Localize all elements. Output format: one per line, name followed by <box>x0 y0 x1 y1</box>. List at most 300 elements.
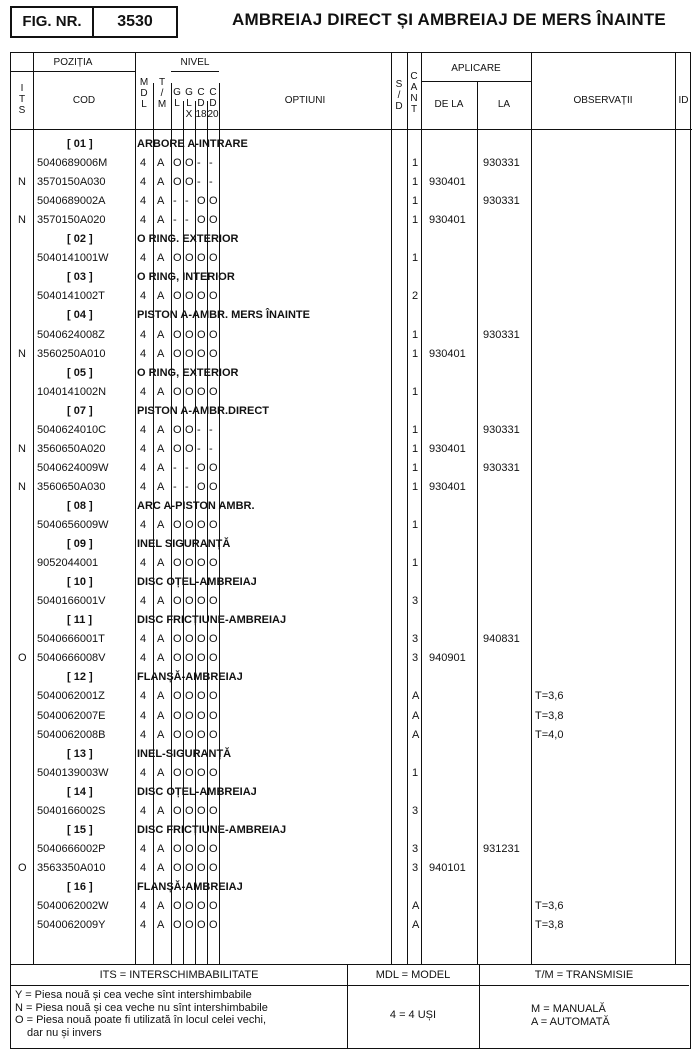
tm-cell: A <box>157 347 165 360</box>
mdl-cell: 4 <box>140 290 147 303</box>
mdl-cell: 4 <box>140 461 147 474</box>
cant-cell: 1 <box>412 480 419 493</box>
table-row <box>11 192 692 210</box>
legend-its-text <box>15 989 268 1039</box>
legend-line: A = AUTOMATĂ <box>531 1016 610 1028</box>
group-name: DISC FRICȚIUNE-AMBREIAJ <box>137 823 287 836</box>
cant-cell: A <box>412 728 420 741</box>
cod-cell: 3563350A010 <box>37 861 106 874</box>
parts-table <box>10 52 691 965</box>
tm-cell: A <box>157 252 165 265</box>
level-cell: O <box>197 728 206 741</box>
cant-cell: 1 <box>412 461 419 474</box>
legend-mdl-text: 4 = 4 UȘI <box>389 1009 437 1021</box>
group-row <box>11 497 692 515</box>
header-cd20: C D 20 <box>207 87 219 120</box>
figure-number-box <box>10 6 178 38</box>
cant-cell: 2 <box>412 290 419 303</box>
level-cell: O <box>209 766 218 779</box>
table-row <box>11 345 692 363</box>
tm-cell: A <box>157 480 165 493</box>
table-row <box>11 440 692 458</box>
tm-cell: A <box>157 919 165 932</box>
position-number: [ 05 ] <box>67 366 93 379</box>
tm-cell: A <box>157 385 165 398</box>
level-cell: - <box>209 176 213 189</box>
level-cell: O <box>197 842 206 855</box>
tm-cell: A <box>157 442 165 455</box>
cod-cell: 5040656009W <box>37 519 109 531</box>
table-row <box>11 687 692 705</box>
header-cant: C A N T <box>410 71 418 115</box>
table-row <box>11 630 692 648</box>
level-cell: O <box>185 423 194 436</box>
mdl-cell: 4 <box>140 766 147 779</box>
legend-line: O = Piesa nouă poate fi utilizată în locul celei vechi, <box>15 1014 267 1026</box>
mdl-cell: 4 <box>140 557 147 570</box>
level-cell: O <box>209 290 218 303</box>
level-cell: O <box>173 442 182 455</box>
level-cell: - <box>185 195 189 208</box>
cant-cell: 1 <box>412 214 419 227</box>
la-cell: 930331 <box>483 157 520 170</box>
level-cell: O <box>197 195 206 208</box>
cant-cell: 1 <box>412 557 419 570</box>
tm-cell: A <box>157 423 165 436</box>
table-row <box>11 916 692 934</box>
tm-cell: A <box>157 728 165 741</box>
level-cell: O <box>185 290 194 303</box>
cod-cell: 5040624010C <box>37 423 107 436</box>
mdl-cell: 4 <box>140 842 147 855</box>
table-row <box>11 287 692 305</box>
level-cell: - <box>185 480 189 493</box>
la-cell: 940831 <box>483 633 520 646</box>
group-name: ARC A-PISTON AMBR. <box>137 499 255 512</box>
figure-label: FIG. NR. <box>12 8 94 36</box>
cant-cell: 1 <box>412 385 419 398</box>
dela-cell: 930401 <box>429 347 466 360</box>
header-sd: S / D <box>395 79 403 112</box>
group-row <box>11 611 692 629</box>
dela-cell: 930401 <box>429 214 466 227</box>
level-cell: O <box>173 766 182 779</box>
table-row <box>11 707 692 725</box>
observatii-cell: T=3,6 <box>535 900 564 912</box>
level-cell: O <box>173 652 182 665</box>
header-mdl: M D L <box>139 77 149 110</box>
cod-cell: 5040666001T <box>37 633 105 646</box>
header-observatii: OBSERVAȚII <box>573 95 633 106</box>
level-cell: O <box>209 842 218 855</box>
legend-tm-text <box>531 1003 610 1029</box>
dela-cell: 940901 <box>429 652 466 665</box>
header-its: I T S <box>18 83 26 116</box>
table-row <box>11 211 692 229</box>
level-cell: O <box>197 804 206 817</box>
mdl-cell: 4 <box>140 480 147 493</box>
header-cod: COD <box>72 95 96 106</box>
its-cell: N <box>18 347 26 360</box>
group-name: DISC OȚEL-AMBREIAJ <box>137 576 257 589</box>
level-cell: O <box>173 157 182 170</box>
cant-cell: 1 <box>412 176 419 189</box>
table-row <box>11 802 692 820</box>
header-nivel: NIVEL <box>180 57 210 68</box>
level-cell: O <box>209 804 218 817</box>
level-cell: - <box>173 214 177 227</box>
level-cell: - <box>209 423 213 436</box>
level-cell: O <box>197 595 206 608</box>
level-cell: O <box>185 919 194 932</box>
level-cell: - <box>209 157 213 170</box>
cod-cell: 1040141002N <box>37 385 107 398</box>
level-cell: O <box>173 423 182 436</box>
level-cell: O <box>173 385 182 398</box>
level-cell: O <box>209 480 218 493</box>
level-cell: O <box>173 252 182 265</box>
level-cell: O <box>185 442 194 455</box>
mdl-cell: 4 <box>140 252 147 265</box>
header-la: LA <box>497 99 511 110</box>
group-name: PISTON A-AMBR. MERS ÎNAINTE <box>137 309 310 322</box>
position-number: [ 14 ] <box>67 785 93 798</box>
level-cell: O <box>173 690 182 703</box>
header-id: ID <box>678 95 689 106</box>
level-cell: O <box>197 328 206 341</box>
level-cell: - <box>173 480 177 493</box>
position-number: [ 10 ] <box>67 576 93 589</box>
table-row <box>11 383 692 401</box>
mdl-cell: 4 <box>140 652 147 665</box>
level-cell: O <box>185 861 194 874</box>
cod-cell: 3570150A030 <box>37 176 106 189</box>
tm-cell: A <box>157 652 165 665</box>
mdl-cell: 4 <box>140 709 147 722</box>
cant-cell: 1 <box>412 252 419 265</box>
position-number: [ 01 ] <box>67 138 93 150</box>
group-name: O RING, INTERIOR <box>137 271 235 284</box>
header-gl: G L <box>173 87 181 109</box>
mdl-cell: 4 <box>140 861 147 874</box>
group-row <box>11 306 692 324</box>
cant-cell: 1 <box>412 195 419 208</box>
header-line <box>11 71 135 72</box>
tm-cell: A <box>157 842 165 855</box>
header-aplicare: APLICARE <box>451 63 501 74</box>
tm-cell: A <box>157 328 165 341</box>
header-line <box>171 71 219 72</box>
level-cell: O <box>185 328 194 341</box>
cod-cell: 5040062002W <box>37 900 109 912</box>
level-cell: O <box>197 480 206 493</box>
level-cell: O <box>173 919 182 932</box>
table-row <box>11 154 692 172</box>
legend <box>10 965 691 1049</box>
table-row <box>11 478 692 496</box>
mdl-cell: 4 <box>140 595 147 608</box>
its-cell: N <box>18 442 26 455</box>
cod-cell: 5040624009W <box>37 461 109 474</box>
group-name: DISC FRICȚIUNE-AMBREIAJ <box>137 614 287 627</box>
mdl-cell: 4 <box>140 423 147 436</box>
mdl-cell: 4 <box>140 214 147 227</box>
cod-cell: 5040062009Y <box>37 919 106 932</box>
level-cell: O <box>185 804 194 817</box>
tm-cell: A <box>157 214 165 227</box>
level-cell: O <box>185 347 194 360</box>
table-row <box>11 726 692 744</box>
level-cell: O <box>185 519 194 531</box>
mdl-cell: 4 <box>140 728 147 741</box>
level-cell: O <box>197 519 206 531</box>
level-cell: O <box>185 900 194 912</box>
dela-cell: 930401 <box>429 442 466 455</box>
tm-cell: A <box>157 861 165 874</box>
level-cell: O <box>173 347 182 360</box>
table-row <box>11 173 692 191</box>
group-name: ARBORE A-INTRARE <box>137 138 248 150</box>
cant-cell: A <box>412 900 420 912</box>
observatii-cell: T=3,6 <box>535 690 564 703</box>
cod-cell: 5040666002P <box>37 842 106 855</box>
level-cell: O <box>197 347 206 360</box>
legend-mdl-title: MDL = MODEL <box>347 965 480 986</box>
la-cell: 930331 <box>483 461 520 474</box>
level-cell: O <box>209 652 218 665</box>
cant-cell: 3 <box>412 861 419 874</box>
level-cell: O <box>185 176 194 189</box>
level-cell: O <box>173 861 182 874</box>
group-row <box>11 135 692 153</box>
level-cell: O <box>185 690 194 703</box>
group-row <box>11 535 692 553</box>
level-cell: - <box>197 442 201 455</box>
level-cell: O <box>197 766 206 779</box>
cant-cell: 1 <box>412 157 419 170</box>
level-cell: O <box>209 519 218 531</box>
table-row <box>11 459 692 477</box>
header-line <box>421 81 531 82</box>
level-cell: O <box>197 214 206 227</box>
cant-cell: 3 <box>412 804 419 817</box>
mdl-cell: 4 <box>140 804 147 817</box>
legend-tm-title: T/M = TRANSMISIE <box>479 965 689 986</box>
level-cell: O <box>185 385 194 398</box>
cant-cell: 1 <box>412 423 419 436</box>
group-row <box>11 745 692 763</box>
level-cell: O <box>185 709 194 722</box>
level-cell: O <box>197 385 206 398</box>
table-row <box>11 516 692 534</box>
level-cell: O <box>197 290 206 303</box>
level-cell: O <box>185 652 194 665</box>
level-cell: O <box>185 557 194 570</box>
level-cell: O <box>185 633 194 646</box>
observatii-cell: T=3,8 <box>535 919 564 932</box>
mdl-cell: 4 <box>140 633 147 646</box>
la-cell: 930331 <box>483 195 520 208</box>
table-row <box>11 326 692 344</box>
cod-cell: 5040689006M <box>37 157 108 170</box>
position-number: [ 09 ] <box>67 538 93 551</box>
its-cell: N <box>18 214 26 227</box>
table-row <box>11 554 692 572</box>
table-row <box>11 897 692 915</box>
group-row <box>11 821 692 839</box>
cod-cell: 3570150A020 <box>37 214 106 227</box>
header-line <box>11 129 692 130</box>
tm-cell: A <box>157 595 165 608</box>
level-cell: O <box>209 919 218 932</box>
page-header <box>0 0 698 48</box>
cod-cell: 3560250A010 <box>37 347 106 360</box>
header-cd18: C D 18 <box>195 87 207 120</box>
level-cell: O <box>173 290 182 303</box>
level-cell: O <box>173 633 182 646</box>
table-row <box>11 764 692 782</box>
cod-cell: 9052044001 <box>37 557 99 570</box>
header-optiuni: OPTIUNI <box>284 95 326 106</box>
mdl-cell: 4 <box>140 347 147 360</box>
level-cell: O <box>173 595 182 608</box>
cod-cell: 5040141002T <box>37 290 105 303</box>
mdl-cell: 4 <box>140 385 147 398</box>
position-number: [ 15 ] <box>67 823 93 836</box>
cant-cell: 3 <box>412 842 419 855</box>
mdl-cell: 4 <box>140 519 147 531</box>
cant-cell: 1 <box>412 766 419 779</box>
observatii-cell: T=4,0 <box>535 728 564 741</box>
level-cell: O <box>209 633 218 646</box>
mdl-cell: 4 <box>140 157 147 170</box>
mdl-cell: 4 <box>140 328 147 341</box>
header-glx: G L X <box>185 87 193 120</box>
cod-cell: 5040624008Z <box>37 328 105 341</box>
cod-cell: 5040689002A <box>37 195 106 208</box>
table-row <box>11 649 692 667</box>
level-cell: O <box>173 176 182 189</box>
level-cell: - <box>185 214 189 227</box>
header-pozitia: POZIȚIA <box>53 57 93 68</box>
group-row <box>11 668 692 686</box>
level-cell: O <box>185 728 194 741</box>
level-cell: O <box>173 557 182 570</box>
tm-cell: A <box>157 633 165 646</box>
its-cell: N <box>18 480 26 493</box>
level-cell: O <box>209 461 218 474</box>
mdl-cell: 4 <box>140 900 147 912</box>
position-number: [ 16 ] <box>67 880 93 893</box>
legend-divider <box>479 985 480 1048</box>
tm-cell: A <box>157 461 165 474</box>
table-row <box>11 859 692 877</box>
level-cell: O <box>197 861 206 874</box>
group-row <box>11 878 692 896</box>
level-cell: - <box>197 157 201 170</box>
header-dela: DE LA <box>434 99 464 110</box>
cod-cell: 5040139003W <box>37 766 109 779</box>
position-number: [ 02 ] <box>67 233 93 246</box>
tm-cell: A <box>157 157 165 170</box>
figure-number: 3530 <box>117 13 153 30</box>
table-row <box>11 840 692 858</box>
level-cell: O <box>185 766 194 779</box>
header-tm: T / M <box>157 77 167 110</box>
group-row <box>11 573 692 591</box>
level-cell: O <box>197 461 206 474</box>
position-number: [ 11 ] <box>67 614 93 627</box>
tm-cell: A <box>157 804 165 817</box>
cant-cell: 3 <box>412 652 419 665</box>
legend-line: dar nu și invers <box>27 1026 102 1039</box>
level-cell: O <box>209 328 218 341</box>
level-cell: O <box>185 842 194 855</box>
cant-cell: 1 <box>412 519 419 531</box>
cod-cell: 5040166001V <box>37 595 106 608</box>
cant-cell: A <box>412 919 420 932</box>
level-cell: O <box>197 919 206 932</box>
cod-cell: 5040141001W <box>37 252 109 265</box>
level-cell: O <box>209 214 218 227</box>
level-cell: - <box>209 442 213 455</box>
cant-cell: 3 <box>412 633 419 646</box>
level-cell: O <box>197 252 206 265</box>
level-cell: O <box>197 709 206 722</box>
level-cell: - <box>197 176 201 189</box>
tm-cell: A <box>157 709 165 722</box>
cant-cell: 3 <box>412 595 419 608</box>
position-number: [ 08 ] <box>67 499 93 512</box>
legend-its-title: ITS = INTERSCHIMBABILITATE <box>11 965 348 986</box>
cod-cell: 5040062008B <box>37 728 106 741</box>
group-name: FLANȘĂ-AMBREIAJ <box>137 880 243 893</box>
la-cell: 930331 <box>483 328 520 341</box>
level-cell: O <box>209 709 218 722</box>
level-cell: O <box>209 347 218 360</box>
level-cell: O <box>197 652 206 665</box>
tm-cell: A <box>157 195 165 208</box>
cod-cell: 5040166002S <box>37 804 106 817</box>
level-cell: - <box>197 423 201 436</box>
level-cell: O <box>197 690 206 703</box>
group-name: PISTON A-AMBR.DIRECT <box>137 404 269 417</box>
cant-cell: 1 <box>412 328 419 341</box>
its-cell: O <box>18 861 27 874</box>
observatii-cell: T=3,8 <box>535 709 564 722</box>
level-cell: O <box>209 900 218 912</box>
level-cell: O <box>173 519 182 531</box>
level-cell: O <box>209 557 218 570</box>
group-row <box>11 230 692 248</box>
level-cell: O <box>209 252 218 265</box>
level-cell: O <box>185 595 194 608</box>
tm-cell: A <box>157 176 165 189</box>
group-row <box>11 783 692 801</box>
tm-cell: A <box>157 519 165 531</box>
tm-cell: A <box>157 557 165 570</box>
tm-cell: A <box>157 766 165 779</box>
cant-cell: A <box>412 690 420 703</box>
group-row <box>11 268 692 286</box>
level-cell: - <box>173 461 177 474</box>
page-title: AMBREIAJ DIRECT ȘI AMBREIAJ DE MERS ÎNAINTE <box>232 10 666 29</box>
level-cell: O <box>173 842 182 855</box>
group-name: INEL SIGURANȚĂ <box>137 538 231 551</box>
tm-cell: A <box>157 690 165 703</box>
level-cell: O <box>197 633 206 646</box>
group-name: O RING, EXTERIOR <box>137 366 239 379</box>
